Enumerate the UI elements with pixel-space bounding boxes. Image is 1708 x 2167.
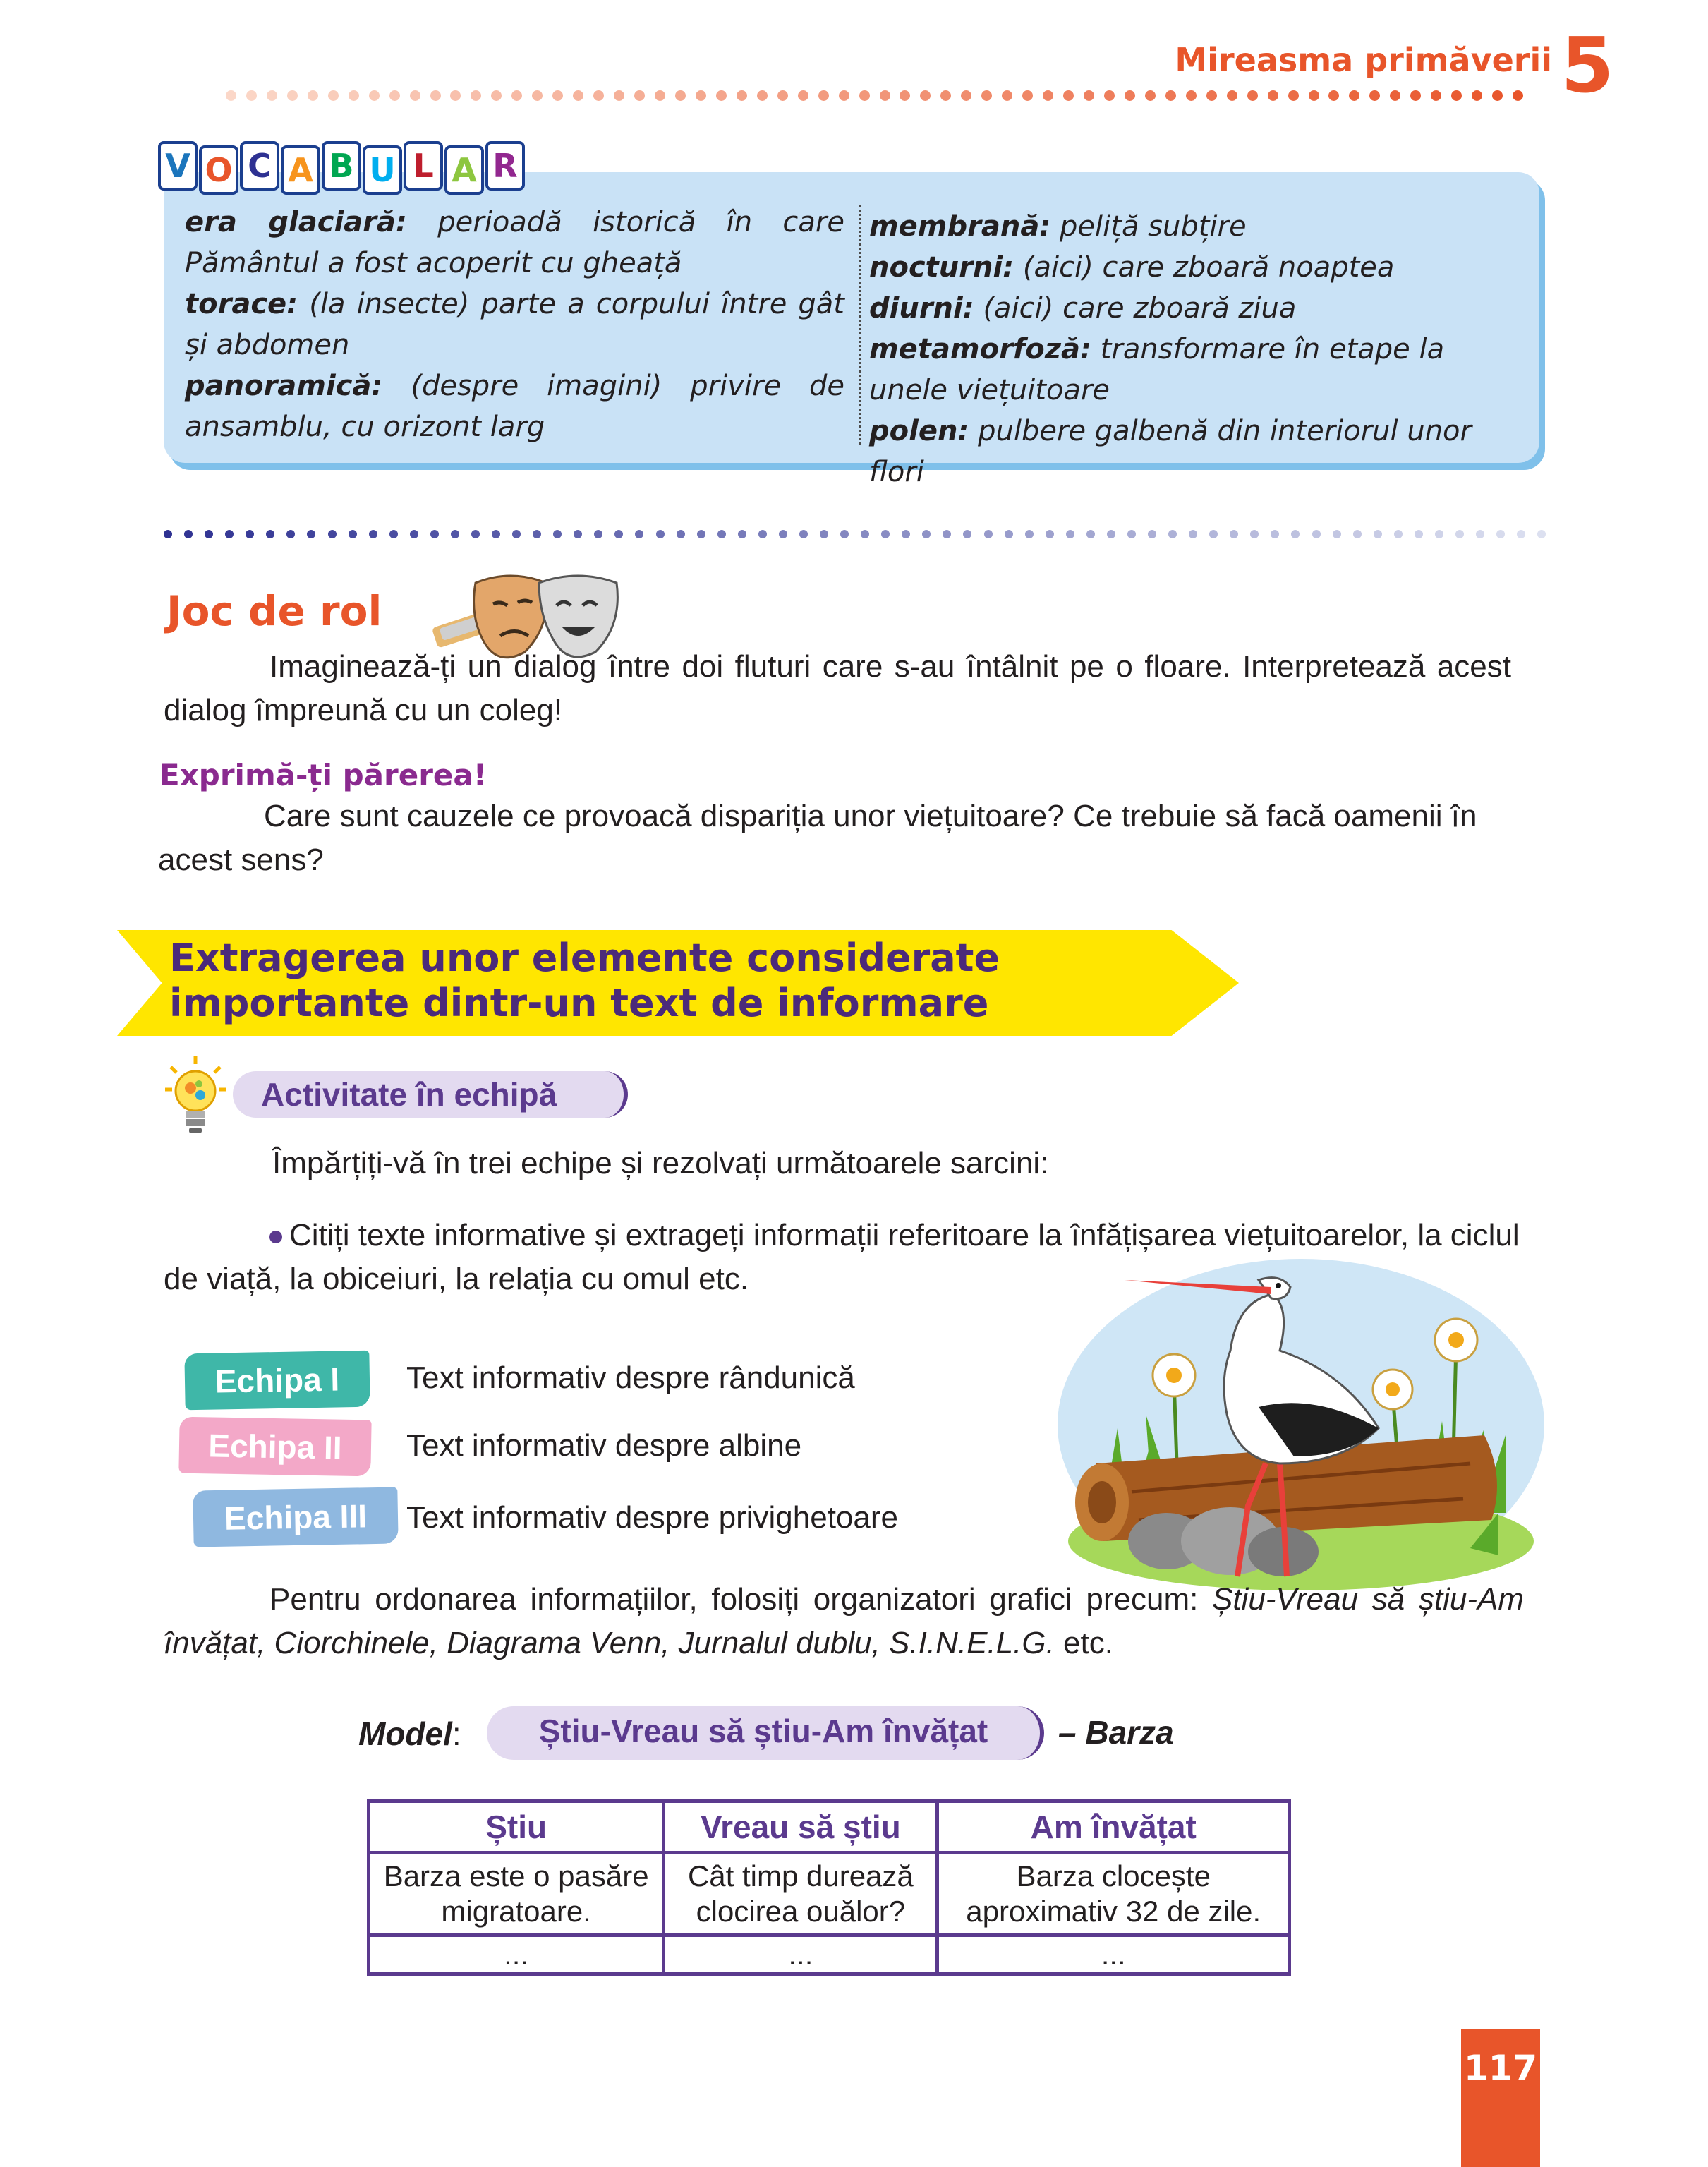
decorative-dot — [1209, 530, 1218, 538]
decorative-dot — [839, 90, 849, 101]
decorative-dot — [696, 90, 706, 101]
decorative-dot — [1025, 530, 1034, 538]
decorative-dot — [471, 530, 480, 538]
decorative-dot — [880, 90, 890, 101]
vocabulary-entry — [869, 247, 1525, 288]
vocabulary-term: torace: — [185, 288, 298, 320]
vocabulary-divider — [859, 205, 861, 445]
decorative-dot — [1148, 530, 1156, 538]
organizers-list: Știu-Vreau să știu-Am învățat, Ciorchinele, Diagrama Venn, Jurnalul dublu, S.I.N.E.L.G. — [164, 1582, 1524, 1660]
decorative-dot — [655, 90, 665, 101]
decorative-dot — [635, 530, 643, 538]
decorative-dot — [286, 530, 295, 538]
decorative-dot — [1349, 90, 1359, 101]
team-text-3: Text informativ despre privighetoare — [406, 1500, 898, 1535]
decorative-dot — [225, 530, 234, 538]
table-row — [369, 1853, 1290, 1936]
vocabulary-entry — [185, 366, 844, 447]
decorative-dot — [1189, 530, 1197, 538]
decorative-dot — [246, 90, 257, 101]
decorative-dot — [1165, 90, 1176, 101]
decorative-dot — [389, 90, 400, 101]
decorative-dot — [1127, 530, 1136, 538]
opinion-text: Care sunt cauzele ce provoacă dispariția unor viețuitoare? Ce trebuie să facă oamenii în acest sens? — [158, 799, 1477, 877]
vocabulary-term: membrană: — [869, 210, 1051, 243]
decorative-dot — [1492, 90, 1503, 101]
table-cell: Barza este o pasăre migratoare. — [369, 1853, 664, 1936]
decorative-dot — [1271, 530, 1279, 538]
decorative-dot — [820, 530, 828, 538]
decorative-dot — [267, 90, 277, 101]
vocabulary-term: era glaciară: — [185, 206, 407, 239]
vocabulary-term: polen: — [869, 415, 969, 447]
decorative-dot — [573, 90, 583, 101]
decorative-dot — [1513, 90, 1523, 101]
decorative-dot — [981, 90, 992, 101]
objective-text: Extragerea unor elemente considerate importante dintr-un text de informare — [169, 936, 1000, 1025]
decorative-dot — [861, 530, 869, 538]
vocabulary-title-letter: R — [485, 141, 525, 191]
decorative-dot — [840, 530, 849, 538]
decorative-dot — [1328, 90, 1339, 101]
roleplay-heading: Joc de rol — [166, 587, 382, 635]
vocabulary-entry — [869, 288, 1525, 329]
vocabulary-term: nocturni: — [869, 251, 1014, 284]
vocabulary-left-column — [185, 202, 844, 447]
table-cell: ... — [938, 1936, 1290, 1974]
vocabulary-title-letter: V — [158, 141, 198, 191]
decorative-dot — [369, 530, 377, 538]
table-cell: ... — [664, 1936, 938, 1974]
decorative-dot — [430, 90, 441, 101]
table-cell: Barza clocește aproximativ 32 de zile. — [938, 1853, 1290, 1936]
decorative-dot — [1084, 90, 1094, 101]
decorative-dot — [369, 90, 380, 101]
decorative-dot — [552, 90, 563, 101]
decorative-dot — [1431, 90, 1441, 101]
decorative-dot — [328, 530, 337, 538]
decorative-dot — [553, 530, 562, 538]
decorative-dot — [594, 530, 602, 538]
decorative-dot — [1206, 90, 1217, 101]
decorative-dot — [757, 90, 768, 101]
decorative-dot — [940, 90, 951, 101]
decorative-dot — [1250, 530, 1259, 538]
decorative-dot — [349, 530, 357, 538]
decorative-dot — [1496, 530, 1505, 538]
decorative-dot — [737, 90, 747, 101]
header-dotted-line — [226, 90, 1524, 101]
table-cell: ... — [369, 1936, 664, 1974]
decorative-dot — [818, 90, 829, 101]
vocabulary-title-letter: U — [363, 145, 402, 195]
decorative-dot — [677, 530, 685, 538]
decorative-dot — [1107, 530, 1115, 538]
decorative-dot — [1125, 90, 1135, 101]
decorative-dot — [798, 90, 808, 101]
decorative-dot — [675, 90, 686, 101]
decorative-dot — [1390, 90, 1400, 101]
vocabulary-title-letter: A — [281, 145, 320, 195]
stork-illustration — [1047, 1252, 1562, 1590]
page-number: 117 — [1463, 2048, 1538, 2089]
decorative-dot — [738, 530, 746, 538]
team-text-1: Text informativ despre rândunică — [406, 1360, 855, 1395]
decorative-dot — [1022, 90, 1033, 101]
decorative-dot — [266, 530, 274, 538]
header-want-to-know: Vreau să știu — [664, 1801, 938, 1853]
decorative-dot — [799, 530, 808, 538]
vocabulary-entry — [185, 284, 844, 366]
vocabulary-title-letter: O — [199, 145, 238, 195]
decorative-dot — [1476, 530, 1484, 538]
vocabulary-definition: peliță subțire — [1050, 210, 1247, 243]
decorative-dot — [1268, 90, 1278, 101]
vocabulary-title-letter: C — [240, 141, 279, 191]
decorative-dot — [492, 530, 500, 538]
decorative-dot — [961, 90, 971, 101]
decorative-dot — [716, 90, 727, 101]
decorative-dot — [164, 530, 172, 538]
decorative-dot — [1410, 90, 1421, 101]
decorative-dot — [511, 90, 522, 101]
vocabulary-entry — [869, 329, 1525, 411]
decorative-dot — [574, 530, 582, 538]
decorative-dot — [902, 530, 910, 538]
vocabulary-definition: perioadă istorică în care Pământul a fost acoperit cu gheață — [185, 206, 844, 279]
header-know: Știu — [369, 1801, 664, 1853]
decorative-dot — [881, 530, 890, 538]
kwl-table — [367, 1799, 1291, 1976]
decorative-dot — [1537, 530, 1546, 538]
decorative-dot — [922, 530, 931, 538]
decorative-dot — [717, 530, 726, 538]
decorative-dot — [656, 530, 665, 538]
vocabulary-definition: transformare în etape la unele viețuitoare — [869, 333, 1445, 406]
decorative-dot — [593, 90, 604, 101]
model-label-colon: : — [452, 1715, 461, 1752]
decorative-dot — [614, 530, 623, 538]
decorative-dot — [963, 530, 971, 538]
team-badge-2: Echipa II — [178, 1417, 371, 1477]
decorative-dot — [450, 90, 461, 101]
decorative-dot — [226, 90, 236, 101]
vocabulary-term: diurni: — [869, 292, 974, 325]
decorative-dot — [1291, 530, 1300, 538]
decorative-dot — [1288, 90, 1299, 101]
vocabulary-title-letter: B — [322, 141, 361, 191]
section-dotted-line — [164, 530, 1546, 538]
decorative-dot — [533, 530, 541, 538]
decorative-dot — [451, 530, 459, 538]
decorative-dot — [410, 90, 420, 101]
decorative-dot — [307, 530, 315, 538]
vocabulary-definition: (despre imagini) privire de ansamblu, cu orizont larg — [185, 370, 844, 443]
decorative-dot — [1374, 530, 1382, 538]
table-header-row — [369, 1801, 1290, 1853]
decorative-dot — [1312, 530, 1321, 538]
decorative-dot — [1046, 530, 1054, 538]
decorative-dot — [697, 530, 705, 538]
decorative-dot — [389, 530, 398, 538]
decorative-dot — [779, 530, 787, 538]
organizers-text-start: Pentru ordonarea informațiilor, folosiți organizatori grafici precum: — [269, 1582, 1212, 1617]
chapter-number: 5 — [1561, 22, 1614, 110]
decorative-dot — [410, 530, 418, 538]
decorative-dot — [1369, 90, 1380, 101]
vocabulary-entry — [869, 206, 1525, 247]
decorative-dot — [532, 90, 543, 101]
decorative-dot — [1063, 90, 1074, 101]
vocabulary-right-column — [869, 206, 1525, 493]
opinion-heading: Exprimă-ți părerea! — [159, 758, 487, 792]
decorative-dot — [1309, 90, 1319, 101]
model-label-word: Model — [358, 1715, 452, 1752]
chapter-title: Mireasma primăverii — [1175, 41, 1552, 79]
decorative-dot — [1472, 90, 1482, 101]
decorative-dot — [1353, 530, 1362, 538]
model-organizer-pill: Știu-Vreau să știu-Am învățat — [487, 1706, 1044, 1760]
decorative-dot — [1145, 90, 1156, 101]
decorative-dot — [349, 90, 359, 101]
vocabulary-definition: (aici) care zboară noaptea — [1014, 251, 1395, 284]
table-row — [369, 1936, 1290, 1974]
vocabulary-title-letter: A — [444, 145, 484, 195]
decorative-dot — [184, 530, 193, 538]
vocabulary-term: panoramică: — [185, 370, 383, 402]
vocabulary-title — [158, 141, 525, 191]
team-text-2: Text informativ despre albine — [406, 1428, 802, 1463]
decorative-dot — [491, 90, 502, 101]
vocabulary-title-letter: L — [404, 141, 443, 191]
activity-bullet-text: Citiți texte informative și extrageți informații referitoare la înfățișarea viețuitoarelor, la ciclul de viață, la obiceiuri, la relația cu omul etc. — [164, 1218, 1520, 1296]
decorative-dot — [900, 90, 910, 101]
decorative-dot — [1451, 90, 1462, 101]
decorative-dot — [1066, 530, 1074, 538]
model-subject: – Barza — [1058, 1714, 1174, 1751]
decorative-dot — [1043, 90, 1053, 101]
decorative-dot — [205, 530, 213, 538]
decorative-dot — [471, 90, 481, 101]
team-badge-1: Echipa I — [184, 1351, 370, 1411]
decorative-dot — [1247, 90, 1258, 101]
decorative-dot — [859, 90, 870, 101]
decorative-dot — [777, 90, 788, 101]
decorative-dot — [1168, 530, 1177, 538]
bullet-dot — [269, 1231, 282, 1243]
decorative-dot — [758, 530, 767, 538]
vocabulary-term: metamorfoză: — [869, 333, 1091, 366]
decorative-dot — [1394, 530, 1403, 538]
decorative-dot — [287, 90, 298, 101]
decorative-dot — [634, 90, 645, 101]
decorative-dot — [1435, 530, 1443, 538]
decorative-dot — [1517, 530, 1525, 538]
decorative-dot — [920, 90, 931, 101]
table-cell: Cât timp durează clocirea ouălor? — [664, 1853, 938, 1936]
team-activity-label: Activitate în echipă — [233, 1071, 628, 1118]
vocabulary-definition: (aici) care zboară ziua — [974, 292, 1297, 325]
lightbulb-icon — [164, 1054, 227, 1139]
decorative-dot — [1086, 530, 1095, 538]
vocabulary-definition: (la insecte) parte a corpului între gât și abdomen — [185, 288, 844, 361]
vocabulary-definition: pulbere galbenă din interiorul unor flori — [869, 415, 1472, 488]
roleplay-text: Imaginează-ți un dialog între doi fluturi care s-au întâlnit pe o floare. Interpretează acest dialog împreună cu un coleg! — [164, 649, 1511, 728]
decorative-dot — [328, 90, 339, 101]
decorative-dot — [1455, 530, 1464, 538]
decorative-dot — [246, 530, 254, 538]
model-label — [358, 1715, 461, 1753]
decorative-dot — [943, 530, 951, 538]
decorative-dot — [1005, 530, 1013, 538]
decorative-dot — [614, 90, 624, 101]
vocabulary-entry — [869, 411, 1525, 493]
decorative-dot — [1002, 90, 1012, 101]
vocabulary-entry — [185, 202, 844, 284]
decorative-dot — [512, 530, 521, 538]
decorative-dot — [1415, 530, 1423, 538]
organizers-text-end: etc. — [1054, 1626, 1113, 1660]
decorative-dot — [1186, 90, 1197, 101]
decorative-dot — [1333, 530, 1341, 538]
decorative-dot — [1227, 90, 1237, 101]
header-learned: Am învățat — [938, 1801, 1290, 1853]
team-badge-3: Echipa III — [193, 1487, 398, 1547]
decorative-dot — [984, 530, 993, 538]
activity-intro: Împărțiți-vă în trei echipe și rezolvați următoarele sarcini: — [272, 1146, 1049, 1181]
decorative-dot — [430, 530, 439, 538]
organizers-text — [164, 1578, 1524, 1665]
decorative-dot — [1104, 90, 1115, 101]
decorative-dot — [1230, 530, 1238, 538]
decorative-dot — [308, 90, 318, 101]
